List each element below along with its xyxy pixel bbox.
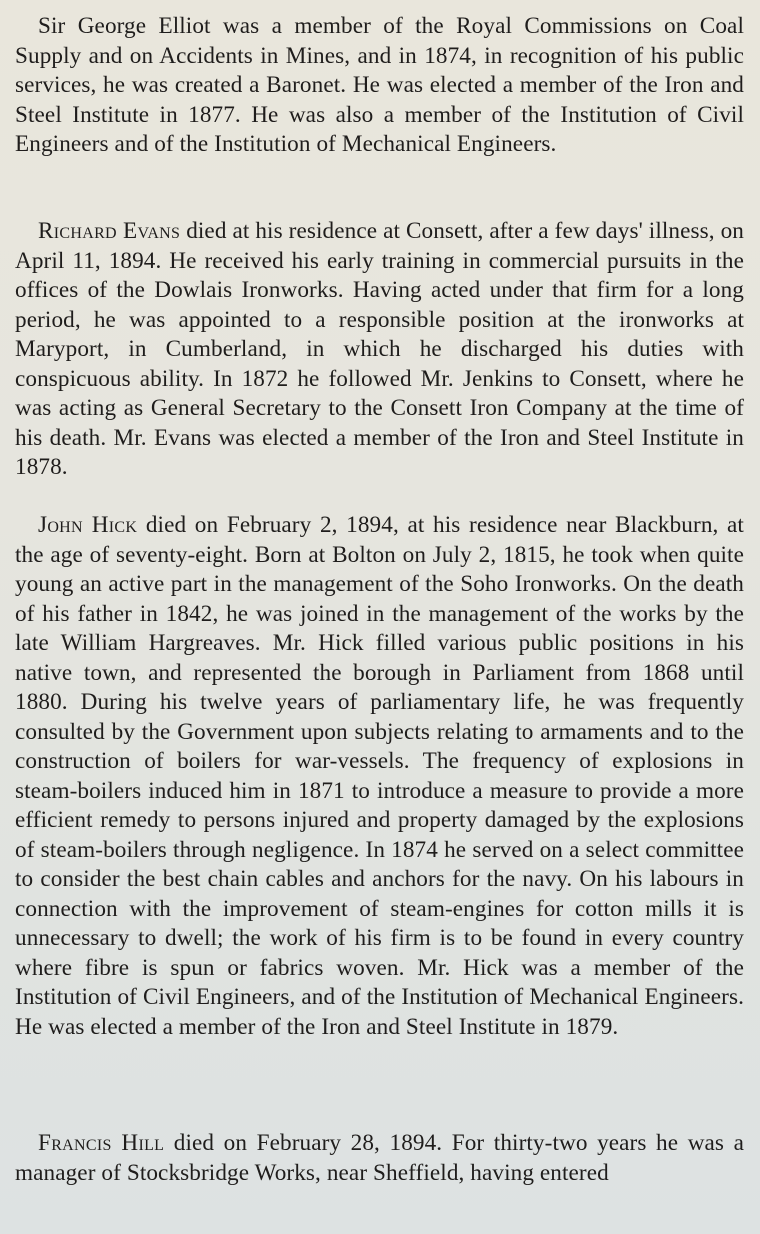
person-name: Francis Hill [38, 1130, 165, 1156]
person-name: Richard Evans [38, 218, 181, 244]
paragraph-francis-hill [15, 1129, 744, 1188]
paragraph-john-hick [15, 511, 744, 1042]
paragraph-richard-evans [15, 217, 744, 483]
person-name: John Hick [38, 512, 138, 538]
paragraph-text: died at his residence at Consett, after a few days' illness, on April 11, 1894. He received his early training in commercial pursuits in the offices of the Dowlais Ironworks. Having acted under that firm for a long period, he was appointed to a responsible position at the ironworks at Maryport, in Cumberland, in which he discharged his duties with conspicuous ability. In 1872 he followed Mr. Jenkins to Consett, where he was acting as General Secretary to the Consett Iron Company at the time of his death. Mr. Evans was elected a member of the Iron and Steel Institute in 1878. [15, 218, 745, 480]
paragraph-text: died on February 28, 1894. For thirty-two years he was a manager of Stocksbridge Works, near Sheffield, having entered [15, 1130, 744, 1186]
paragraph-text: Sir George Elliot was a member of the Royal Commissions on Coal Supply and on Accidents in Mines, and in 1874, in recognition of his public services, he was created a Baronet. He was elected a member of the Iron and Steel Institute in 1877. He was also a member of the Institution of Civil Engineers and of the Institution of Mechanical Engineers. [15, 13, 744, 157]
paragraph-george-elliot [15, 12, 744, 160]
paragraph-text: died on February 2, 1894, at his residence near Blackburn, at the age of seventy-eight. Born at Bolton on July 2, 1815, he took when quite young an active part in the management of the Soho Ironworks. On the death of his father in 1842, he was joined in the management of the works by the late William Hargreaves. Mr. Hick filled various public positions in his native town, and represented the borough in Parliament from 1868 until 1880. During his twelve years of parliamentary life, he was frequently consulted by the Government upon subjects relating to armaments and to the construction of boilers for war-vessels. The frequency of explosions in steam-boilers induced him in 1871 to introduce a measure to provide a more efficient remedy to persons injured and property damaged by the explosions of steam-boilers through negligence. In 1874 he served on a select committee to consider the best chain cables and anchors for the navy. On his labours in connection with the improvement of steam-engines for cotton mills it is unnecessary to dwell; the work of his firm is to be found in every country where fibre is spun or fabrics woven. Mr. Hick was a member of the Institution of Civil Engineers, and of the Institution of Mechanical Engineers. He was elected a member of the Iron and Steel Institute in 1879. [15, 512, 744, 1040]
